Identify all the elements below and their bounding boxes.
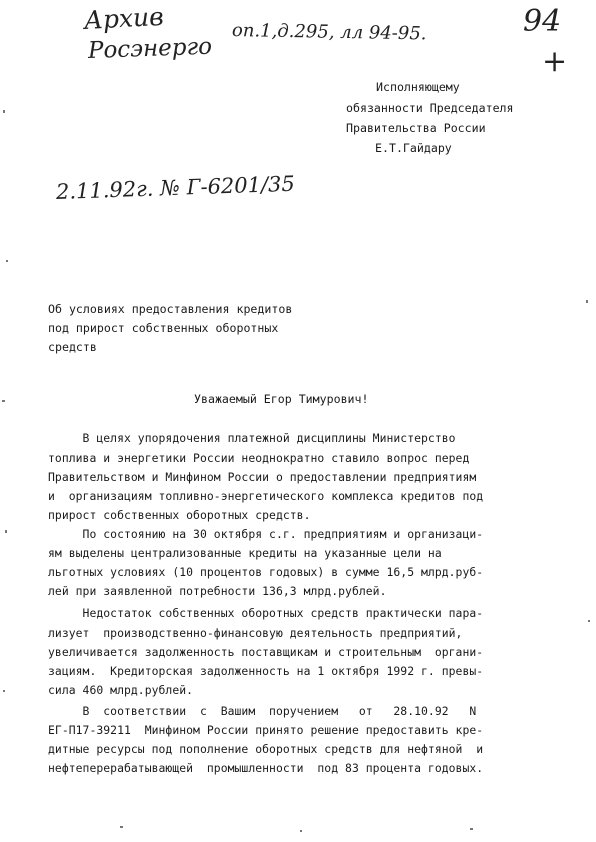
subject-line1: Об условиях предоставления кредитов: [48, 302, 293, 316]
body-line: нефтеперерабатывающей промышленности под 83 процента годовых.: [48, 761, 484, 775]
subject-line3: средств: [48, 340, 97, 354]
plus-mark: +: [542, 44, 568, 79]
salutation: Уважаемый Егор Тимурович!: [194, 392, 369, 406]
addressee-line3: Правительства России: [346, 121, 486, 135]
body-line: Правительством и Минфином России о предоставлении предприятиям: [48, 470, 477, 484]
archive-stamp-line1: Архив: [83, 1, 165, 35]
body-line: ЕГ-П17-39211 Минфином России принято решение предоставить кре-: [48, 723, 484, 737]
body-line: и организациям топливно-энергетического комплекса кредитов под: [48, 489, 484, 503]
archive-stamp-line2: Росэнерго: [87, 33, 213, 64]
body-line: Недостаток собственных оборотных средств практически пара-: [48, 606, 484, 620]
body-line: сила 460 млрд.рублей.: [48, 683, 194, 697]
body-line: дитные ресурсы под пополнение оборотных средств для нефтяной и: [48, 742, 484, 756]
body-line: увеличивается задолженность поставщикам и строительным органи-: [48, 645, 484, 659]
body-line: лизует производственно-финансовую деятельность предприятий,: [48, 626, 463, 640]
addressee-line4: Е.Т.Гайдару: [375, 141, 452, 155]
outgoing-reference: 2.11.92г. № Г-6201/35: [55, 171, 296, 204]
addressee-line2: обязанности Председателя: [346, 101, 514, 115]
archive-reference: оп.1,д.295, лл 94-95.: [231, 20, 427, 45]
body-line: ям выделены централизованные кредиты на указанные цели на: [48, 546, 442, 560]
body-line: зациям. Кредиторская задолженность на 1 октября 1992 г. превы-: [48, 664, 484, 678]
subject-line2: под прирост собственных оборотных: [48, 321, 279, 335]
body-line: лей при заявленной потребности 136,3 млрд.рублей.: [48, 584, 387, 598]
addressee-line1: Исполняющему: [376, 80, 460, 94]
body-line: В соответствии с Вашим поручением от 28.10.92 N: [48, 704, 477, 718]
page-number: 94: [523, 4, 562, 39]
body-line: прирост собственных оборотных средств.: [48, 508, 311, 522]
body-line: По состоянию на 30 октября с.г. предприятиям и организаци-: [48, 527, 484, 541]
body-line: льготных условиях (10 процентов годовых) в сумме 16,5 млрд.руб-: [48, 565, 484, 579]
body-line: В целях упорядочения платежной дисциплины Министерство: [48, 431, 456, 445]
body-line: топлива и энергетики России неоднократно ставило вопрос перед: [48, 451, 470, 465]
